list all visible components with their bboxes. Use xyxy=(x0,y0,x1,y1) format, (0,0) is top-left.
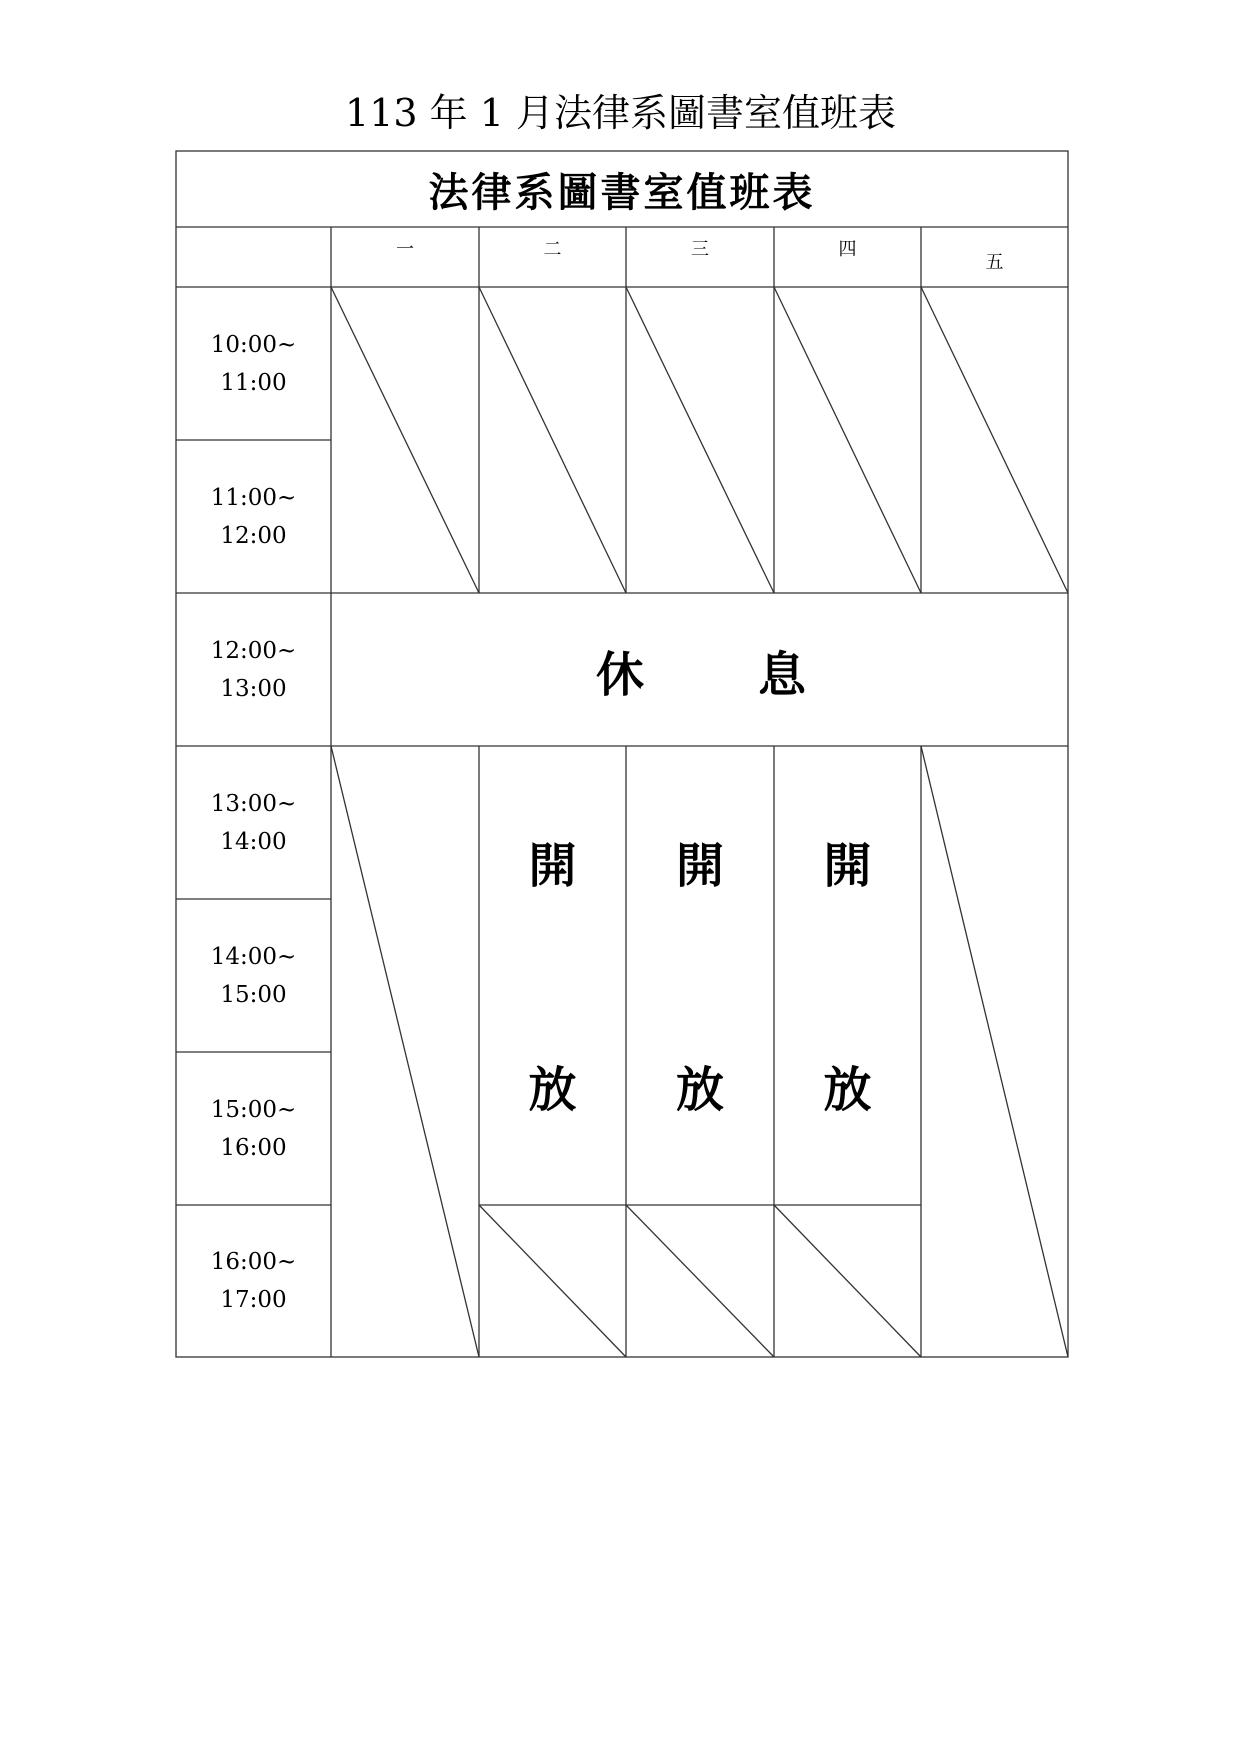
rest-label-char1: 休 xyxy=(595,646,644,703)
closed-diagonal-tue-am xyxy=(479,287,626,593)
time-slot-6: 15:00~ 16:00 xyxy=(210,1096,297,1161)
time-slot-1: 10:00~ 11:00 xyxy=(210,331,297,396)
open-thu-char2: 放 xyxy=(823,1061,872,1118)
time-slot-2: 11:00~ 12:00 xyxy=(210,484,297,549)
open-tue-char2: 放 xyxy=(528,1061,577,1118)
document-title: 113 年 1 月法律系圖書室值班表 xyxy=(345,91,896,135)
closed-diagonal-fri-pm xyxy=(921,746,1068,1357)
closed-diagonal-fri-am xyxy=(921,287,1068,593)
open-wed-char2: 放 xyxy=(675,1061,724,1118)
open-tue-char1: 開 xyxy=(528,837,577,894)
day-header-mon: 一 xyxy=(396,239,414,260)
closed-diagonal-mon-am xyxy=(331,287,479,593)
closed-diagonal-wed-am xyxy=(626,287,774,593)
closed-diagonal-mon-pm xyxy=(331,746,479,1357)
time-slot-5: 14:00~ 15:00 xyxy=(210,943,297,1008)
day-header-fri: 五 xyxy=(985,252,1004,273)
day-header-thu: 四 xyxy=(838,239,857,260)
time-slot-3: 12:00~ 13:00 xyxy=(210,637,297,702)
open-wed-char1: 開 xyxy=(675,837,724,894)
time-slot-4: 13:00~ 14:00 xyxy=(210,790,297,855)
open-thu-char1: 開 xyxy=(823,837,872,894)
rest-label-char2: 息 xyxy=(757,646,806,703)
day-header-wed: 三 xyxy=(691,239,709,260)
closed-diagonal-thu-am xyxy=(774,287,921,593)
table-title: 法律系圖書室值班表 xyxy=(428,168,816,216)
closed-diagonal-wed-last xyxy=(626,1205,774,1357)
closed-diagonal-tue-last xyxy=(479,1205,626,1357)
closed-diagonal-thu-last xyxy=(774,1205,921,1357)
time-slot-7: 16:00~ 17:00 xyxy=(210,1249,297,1313)
day-header-tue: 二 xyxy=(543,239,562,260)
